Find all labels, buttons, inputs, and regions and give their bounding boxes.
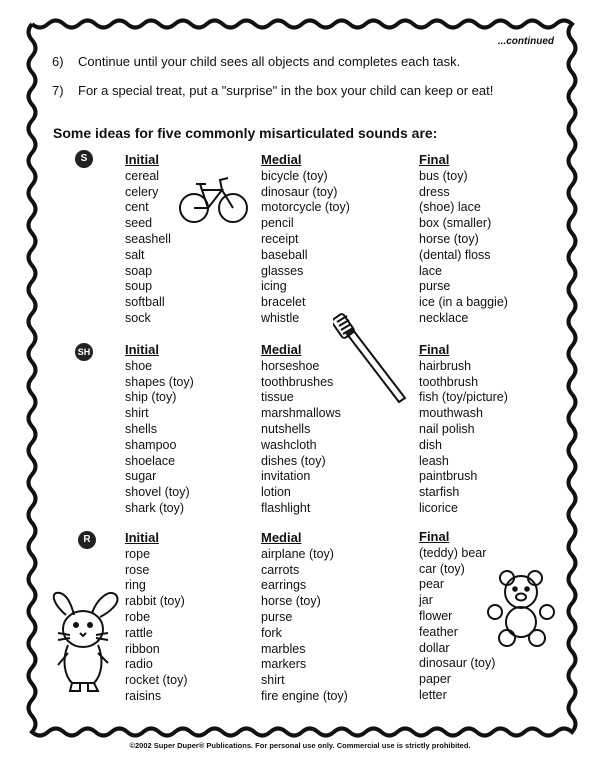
word-item: flashlight (261, 500, 311, 515)
word-item: cereal (125, 168, 160, 183)
intro-heading: Some ideas for five commonly misarticulated sounds are: (53, 125, 438, 141)
word-item: licorice (419, 500, 458, 515)
word-item: pencil (261, 216, 294, 231)
continued-label: ...continued (497, 36, 554, 47)
word-item: soup (125, 279, 153, 294)
word-item: necklace (419, 310, 469, 325)
word-item: (dental) floss (419, 247, 491, 262)
word-item: (shoe) lace (419, 200, 481, 215)
word-item: jar (419, 593, 433, 608)
word-item: washcloth (261, 437, 317, 452)
word-item: rocket (toy) (125, 673, 188, 688)
word-item: dish (419, 437, 442, 452)
final-column (419, 152, 508, 327)
word-item: sock (125, 310, 151, 325)
bicycle-icon (178, 174, 250, 226)
step-text: For a special treat, put a "surprise" in the box your child can keep or eat! (78, 83, 494, 98)
word-item: ring (125, 578, 146, 593)
word-item: ribbon (125, 641, 160, 656)
word-item: hairbrush (419, 358, 472, 373)
word-item: shovel (toy) (125, 485, 190, 500)
column-header: Initial (125, 342, 159, 357)
word-item: baseball (261, 247, 308, 262)
column-header: Final (419, 342, 450, 357)
initial-column (125, 152, 171, 327)
word-item: shirt (125, 406, 149, 421)
rabbit-icon (48, 585, 124, 695)
word-item: fork (261, 625, 282, 640)
word-item: purse (419, 279, 451, 294)
word-item: receipt (261, 231, 299, 246)
column-header: Final (419, 152, 450, 167)
sound-badge: SH (75, 343, 93, 361)
word-item: airplane (toy) (261, 546, 334, 561)
step-number: 6) (52, 54, 64, 69)
column-header: Final (419, 529, 450, 544)
final-column (419, 529, 495, 704)
word-item: nail polish (419, 421, 475, 436)
column-header: Initial (125, 152, 159, 167)
step-text: Continue until your child sees all objects and completes each task. (78, 54, 461, 69)
step-6 (52, 54, 460, 69)
word-item: shampoo (125, 437, 177, 452)
word-item: dress (419, 184, 450, 199)
word-item: horseshoe (261, 358, 320, 373)
word-item: horse (toy) (419, 231, 479, 246)
copyright-footer: ©2002 Super Duper® Publications. For personal use only. Commercial use is strictly prohibited. (129, 741, 471, 750)
word-item: nutshells (261, 421, 311, 436)
word-item: box (smaller) (419, 216, 492, 231)
word-item: purse (261, 609, 293, 624)
word-item: shirt (261, 673, 285, 688)
word-item: seed (125, 216, 153, 231)
word-item: (teddy) bear (419, 545, 487, 560)
initial-column (125, 530, 188, 705)
word-item: toothbrushes (261, 374, 334, 389)
toothbrush-icon (333, 312, 409, 408)
word-item: bracelet (261, 295, 306, 310)
word-item: motorcycle (toy) (261, 200, 350, 215)
word-item: marbles (261, 641, 306, 656)
word-item: rattle (125, 625, 153, 640)
word-item: icing (261, 279, 287, 294)
word-item: pear (419, 577, 445, 592)
column-header: Medial (261, 530, 302, 545)
word-item: fish (toy/picture) (419, 390, 508, 405)
word-item: shells (125, 421, 157, 436)
word-item: leash (419, 453, 449, 468)
word-item: glasses (261, 263, 304, 278)
word-item: ship (toy) (125, 390, 177, 405)
medial-column (261, 342, 341, 517)
step-number: 7) (52, 83, 64, 98)
initial-column (125, 342, 194, 517)
word-item: dinosaur (toy) (419, 656, 496, 671)
word-item: rabbit (toy) (125, 594, 185, 609)
word-item: carrots (261, 562, 300, 577)
word-item: letter (419, 687, 447, 702)
sound-badge: R (78, 531, 96, 549)
word-item: flower (419, 608, 453, 623)
word-item: invitation (261, 469, 311, 484)
word-item: starfish (419, 485, 460, 500)
word-item: car (toy) (419, 561, 465, 576)
word-item: shoelace (125, 453, 176, 468)
column-header: Medial (261, 342, 302, 357)
word-item: shark (toy) (125, 500, 185, 515)
word-item: raisins (125, 688, 162, 703)
word-item: bus (toy) (419, 168, 468, 183)
step-7 (52, 83, 493, 98)
word-item: rope (125, 546, 151, 561)
word-item: lace (419, 263, 442, 278)
word-item: dishes (toy) (261, 453, 326, 468)
word-item: horse (toy) (261, 594, 321, 609)
word-item: fire engine (toy) (261, 688, 348, 703)
word-item: markers (261, 657, 307, 672)
word-item: softball (125, 295, 165, 310)
word-item: whistle (261, 310, 300, 325)
word-item: paintbrush (419, 469, 478, 484)
word-item: ice (in a baggie) (419, 295, 508, 310)
word-item: rose (125, 562, 150, 577)
column-header: Medial (261, 152, 302, 167)
word-item: seashell (125, 231, 171, 246)
word-item: marshmallows (261, 406, 341, 421)
final-column (419, 342, 508, 517)
word-item: tissue (261, 390, 294, 405)
medial-column (261, 530, 348, 705)
word-item: lotion (261, 485, 291, 500)
word-item: toothbrush (419, 374, 479, 389)
word-item: shapes (toy) (125, 374, 194, 389)
word-item: dollar (419, 640, 450, 655)
word-item: soap (125, 263, 153, 278)
word-item: radio (125, 657, 153, 672)
word-item: dinosaur (toy) (261, 184, 338, 199)
column-header: Initial (125, 530, 159, 545)
word-item: sugar (125, 469, 157, 484)
word-item: mouthwash (419, 406, 483, 421)
word-item: celery (125, 184, 159, 199)
word-item: feather (419, 624, 458, 639)
word-item: robe (125, 609, 151, 624)
word-item: paper (419, 672, 451, 687)
teddy-bear-icon (485, 568, 557, 648)
word-item: earrings (261, 578, 307, 593)
word-item: bicycle (toy) (261, 168, 328, 183)
word-item: cent (125, 200, 149, 215)
word-item: salt (125, 247, 145, 262)
sound-badge: S (75, 150, 93, 168)
word-item: shoe (125, 358, 153, 373)
medial-column (261, 152, 350, 327)
